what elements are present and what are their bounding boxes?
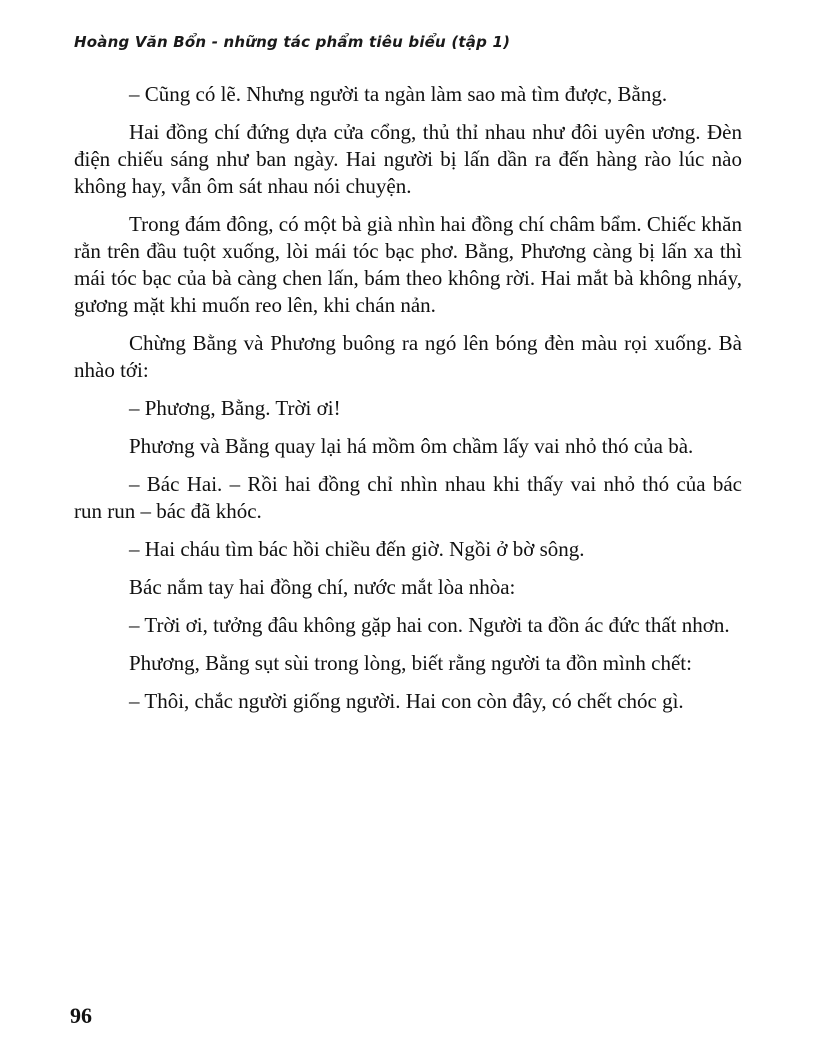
paragraph: – Trời ơi, tưởng đâu không gặp hai con. Người ta đồn ác đức thất nhơn. [129, 613, 730, 637]
paragraph: – Cũng có lẽ. Nhưng người ta ngàn làm sao mà tìm được, Bằng. [129, 82, 668, 106]
paragraph: Trong đám đông, có một bà già nhìn hai đồng chí châm bẩm. Chiếc khăn rằn trên đầu tuột xuống, lòi mái tóc bạc phơ. Bằng, Phương càng bị lấn xa thì mái tóc bạc của bà càng chen lấn, bám theo không rời. Hai mắt bà không nháy, gương mặt khi muốn reo lên, khi chán nản. [74, 212, 742, 317]
paragraph: – Bác Hai. – Rồi hai đồng chỉ nhìn nhau khi thấy vai nhỏ thó của bác run run – bác đã khóc. [74, 472, 742, 523]
paragraph: Phương, Bằng sụt sùi trong lòng, biết rằng người ta đồn mình chết: [129, 651, 692, 675]
paragraph: Phương và Bằng quay lại há mồm ôm chầm lấy vai nhỏ thó của bà. [129, 434, 694, 458]
paragraph: – Hai cháu tìm bác hồi chiều đến giờ. Ngồi ở bờ sông. [129, 537, 585, 561]
running-header: Hoàng Văn Bổn - những tác phẩm tiêu biểu (tập 1) [74, 33, 511, 51]
paragraph: – Phương, Bằng. Trời ơi! [129, 396, 341, 420]
paragraph: Chừng Bằng và Phương buông ra ngó lên bóng đèn màu rọi xuống. Bà nhào tới: [74, 331, 742, 382]
paragraph: Bác nắm tay hai đồng chí, nước mắt lòa nhòa: [129, 575, 516, 599]
paragraph: – Thôi, chắc người giống người. Hai con còn đây, có chết chóc gì. [129, 689, 684, 713]
body-text [74, 81, 742, 726]
page-number: 96 [70, 1003, 92, 1028]
paragraph: Hai đồng chí đứng dựa cửa cổng, thủ thỉ nhau như đôi uyên ương. Đèn điện chiếu sáng như ban ngày. Hai người bị lấn dần ra đến hàng rào lúc nào không hay, vẫn ôm sát nhau nói chuyện. [74, 120, 742, 198]
